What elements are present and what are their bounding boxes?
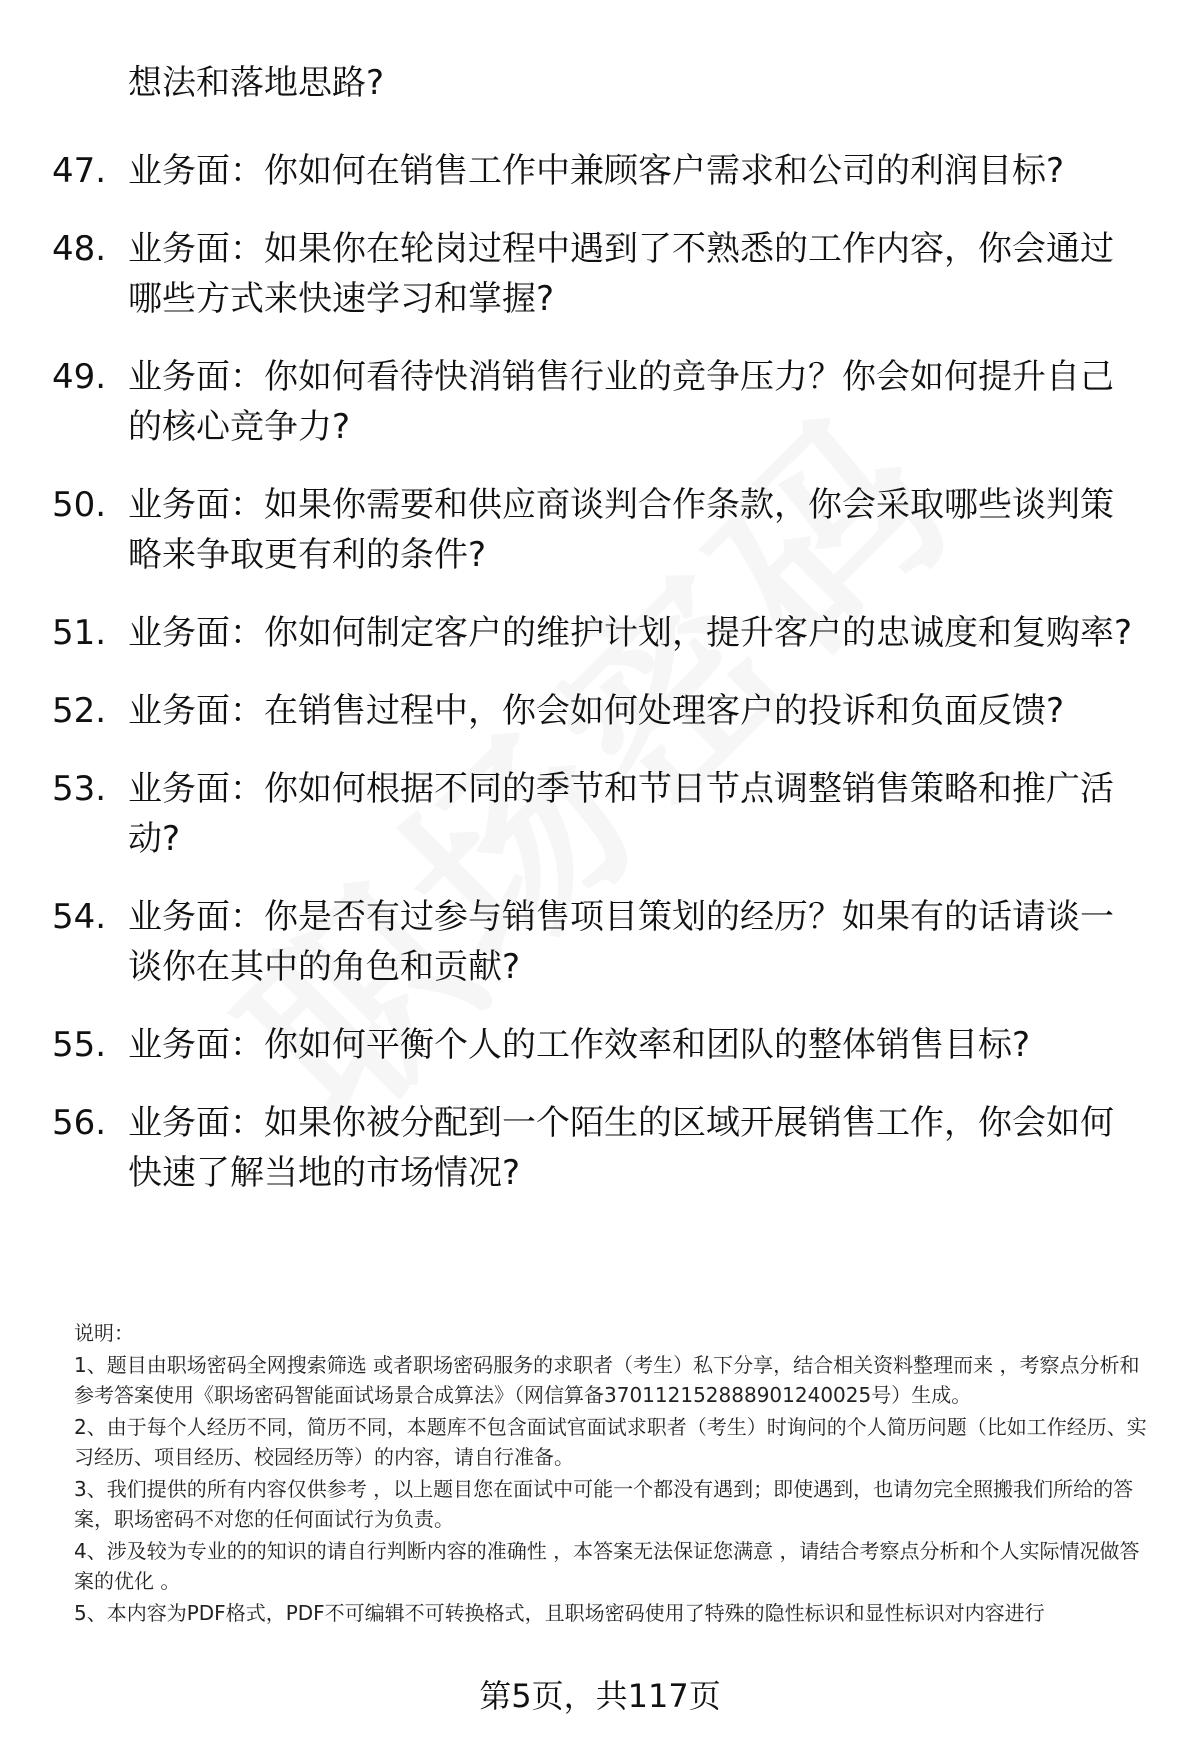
question-item <box>0 224 1200 324</box>
question-text: 业务面：你如何制定客户的维护计划，提升客户的忠诚度和复购率? <box>128 613 1133 653</box>
question-number: 53. <box>52 769 107 809</box>
question-text: 业务面：如果你被分配到一个陌生的区域开展销售工作，你会如何快速了解当地的市场情况? <box>128 1103 1114 1193</box>
question-number: 48. <box>52 229 107 269</box>
question-text: 业务面：在销售过程中，你会如何处理客户的投诉和负面反馈? <box>128 691 1065 731</box>
note-item: 4、涉及较为专业的的知识的请自行判断内容的准确性 ，本答案无法保证您满意 ，请结合考察点分析和个人实际情况做答案的优化 。 <box>74 1539 1140 1593</box>
question-item <box>0 146 1200 196</box>
note-item: 2、由于每个人经历不同，简历不同，本题库不包含面试官面试求职者（考生）时询问的个人简历问题（比如工作经历、实习经历、项目经历、校园经历等）的内容，请自行准备。 <box>74 1415 1147 1469</box>
notes-title: 说明： <box>74 1321 134 1345</box>
question-item <box>0 1020 1200 1070</box>
question-number: 50. <box>52 485 107 525</box>
question-text: 业务面：你是否有过参与销售项目策划的经历？如果有的话请谈一谈你在其中的角色和贡献? <box>128 897 1114 987</box>
question-item <box>0 608 1200 658</box>
note-item: 3、我们提供的所有内容仅供参考 ，以上题目您在面试中可能一个都没有遇到；即使遇到，也请勿完全照搬我们所给的答案，职场密码不对您的任何面试行为负责。 <box>74 1477 1134 1531</box>
question-item <box>0 686 1200 736</box>
note-item: 5、本内容为PDF格式，PDF不可编辑不可转换格式，且职场密码使用了特殊的隐性标识和显性标识对内容进行 <box>74 1601 1045 1625</box>
question-number: 47. <box>52 151 107 191</box>
question-number: 54. <box>52 897 107 937</box>
question-continuation: 想法和落地思路? <box>128 63 385 103</box>
question-text: 业务面：如果你需要和供应商谈判合作条款，你会采取哪些谈判策略来争取更有利的条件? <box>128 485 1114 575</box>
question-number: 49. <box>52 357 107 397</box>
page-number: 第5页，共117页 <box>479 1677 721 1715</box>
question-text: 业务面：你如何在销售工作中兼顾客户需求和公司的利润目标? <box>128 151 1065 191</box>
question-text: 业务面：如果你在轮岗过程中遇到了不熟悉的工作内容，你会通过哪些方式来快速学习和掌握? <box>128 229 1114 319</box>
question-item <box>0 764 1200 864</box>
question-number: 52. <box>52 691 107 731</box>
question-number: 55. <box>52 1025 107 1065</box>
question-number: 51. <box>52 613 107 653</box>
question-text: 业务面：你如何看待快消销售行业的竞争压力？你会如何提升自己的核心竞争力? <box>128 357 1114 447</box>
question-text: 业务面：你如何平衡个人的工作效率和团队的整体销售目标? <box>128 1025 1031 1065</box>
question-list <box>0 146 1200 1226</box>
question-item <box>0 892 1200 992</box>
question-number: 56. <box>52 1103 107 1143</box>
question-item <box>0 1098 1200 1198</box>
note-item: 1、题目由职场密码全网搜索筛选 或者职场密码服务的求职者（考生）私下分享，结合相关资料整理而来 ，考察点分析和参考答案使用《职场密码智能面试场景合成算法》（网信算备370112152888901240025号）生成。 <box>74 1353 1140 1407</box>
notes-section <box>74 1318 1154 1630</box>
question-item <box>0 352 1200 452</box>
question-item <box>0 480 1200 580</box>
question-text: 业务面：你如何根据不同的季节和节日节点调整销售策略和推广活动? <box>128 769 1114 859</box>
